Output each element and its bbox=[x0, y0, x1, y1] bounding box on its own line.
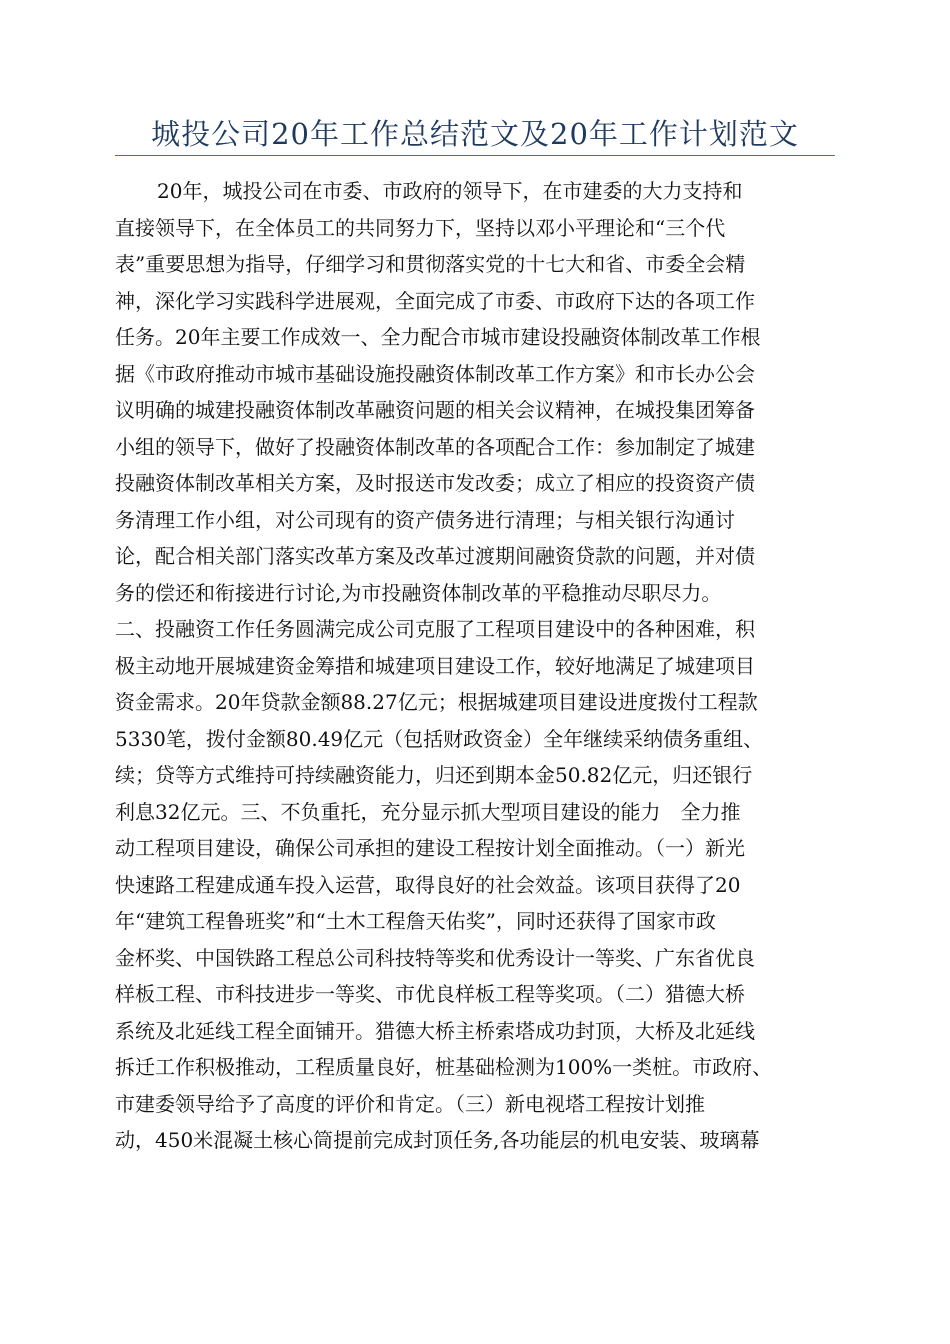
body-line: 资金需求。20年贷款金额88.27亿元；根据城建项目建设进度拨付工程款 bbox=[115, 690, 758, 714]
body-line: 投融资体制改革相关方案，及时报送市发改委；成立了相应的投资资产债 bbox=[115, 471, 755, 495]
document-body bbox=[115, 173, 837, 1159]
body-line: 续；贷等方式维持可持续融资能力，归还到期本金50.82亿元，归还银行 bbox=[115, 763, 753, 787]
body-line: 据《市政府推动市城市基础设施投融资体制改革工作方案》和市长办公会 bbox=[115, 361, 755, 386]
body-line: 二、投融资工作任务圆满完成公司克服了工程项目建设中的各种困难，积 bbox=[115, 617, 755, 641]
body-line: 直接领导下，在全体员工的共同努力下，坚持以邓小平理论和“三个代 bbox=[115, 215, 726, 240]
body-line: 市建委领导给予了高度的评价和肯定。（三）新电视塔工程按计划推 bbox=[115, 1091, 705, 1116]
body-line: 金杯奖、中国铁路工程总公司科技特等奖和优秀设计一等奖、广东省优良 bbox=[115, 945, 755, 970]
body-line: 拆迁工作积极推动，工程质量良好，桩基础检测为100%一类桩。市政府、 bbox=[115, 1055, 773, 1079]
body-line: 年“建筑工程鲁班奖”和“土木工程詹天佑奖”，同时还获得了国家市政 bbox=[115, 909, 716, 933]
title-underline bbox=[115, 155, 835, 156]
body-line: 系统及北延线工程全面铺开。猎德大桥主桥索塔成功封顶，大桥及北延线 bbox=[115, 1018, 755, 1043]
body-line: 快速路工程建成通车投入运营，取得良好的社会效益。该项目获得了20 bbox=[115, 872, 741, 897]
body-line: 动，450米混凝土核心筒提前完成封顶任务,各功能层的机电安装、玻璃幕 bbox=[115, 1128, 760, 1152]
document-title: 城投公司20年工作总结范文及20年工作计划范文 bbox=[151, 117, 799, 151]
body-line: 小组的领导下，做好了投融资体制改革的各项配合工作：参加制定了城建 bbox=[115, 434, 755, 459]
body-line: 任务。20年主要工作成效一、全力配合市城市建设投融资体制改革工作根 bbox=[115, 325, 761, 349]
body-line: 样板工程、市科技进步一等奖、市优良样板工程等奖项。（二）猎德大桥 bbox=[115, 982, 745, 1006]
body-line: 动工程项目建设，确保公司承担的建设工程按计划全面推动。（一）新光 bbox=[115, 836, 745, 860]
body-line: 极主动地开展城建资金筹措和城建项目建设工作，较好地满足了城建项目 bbox=[115, 653, 755, 678]
body-line: 论，配合相关部门落实改革方案及改革过渡期间融资贷款的问题，并对债 bbox=[115, 544, 755, 568]
body-line: 神，深化学习实践科学进展观，全面完成了市委、市政府下达的各项工作 bbox=[115, 288, 755, 313]
body-line: 利息32亿元。三、不负重托，充分显示抓大型项目建设的能力 全力推 bbox=[115, 799, 741, 824]
body-line: 20年，城投公司在市委、市政府的领导下，在市建委的大力支持和 bbox=[157, 179, 743, 203]
body-line: 务的偿还和衔接进行讨论,为市投融资体制改革的平稳推动尽职尽力。 bbox=[115, 580, 722, 605]
body-line: 议明确的城建投融资体制改革融资问题的相关会议精神，在城投集团筹备 bbox=[115, 398, 755, 422]
body-line: 5330笔，拨付金额80.49亿元（包括财政资金）全年继续采纳债务重组、 bbox=[115, 726, 764, 751]
body-line: 表”重要思想为指导，仔细学习和贯彻落实党的十七大和省、市委全会精 bbox=[115, 252, 746, 276]
body-line: 务清理工作小组，对公司现有的资产债务进行清理；与相关银行沟通讨 bbox=[115, 507, 735, 532]
